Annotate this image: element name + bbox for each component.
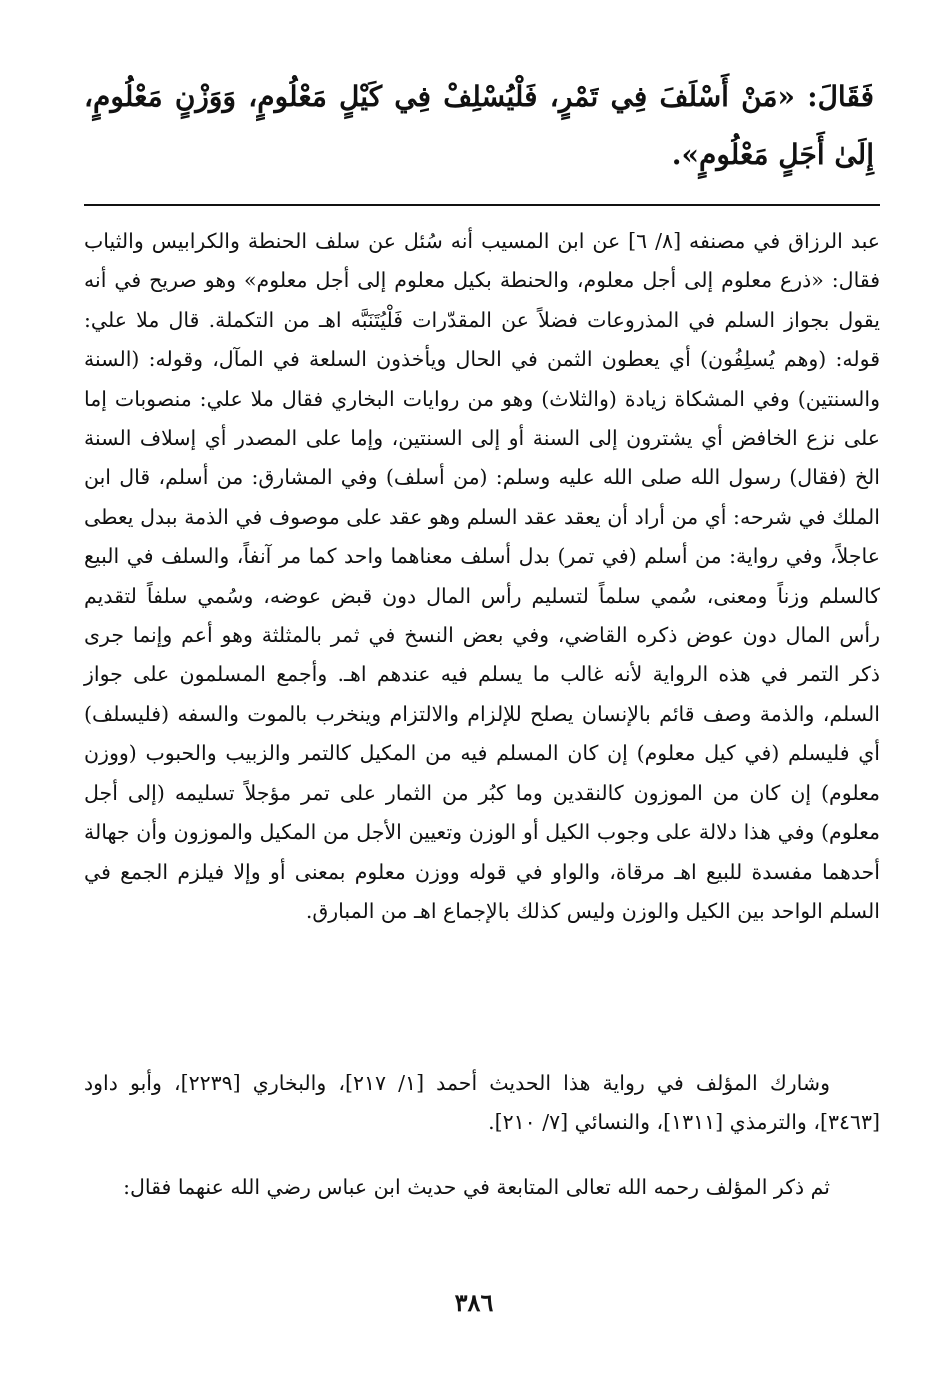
commentary-paragraph: عبد الرزاق في مصنفه [٨/ ٦] عن ابن المسيب أنه سُئل عن سلف الحنطة والكرابيس والثياب فقال: «ذرع معلوم إلى أجل معلوم، والحنطة بكيل معلوم إلى أجل معلوم» وهو صريح في أنه يقول بجواز السلم في المذروعات فضلاً عن المقدّرات فَلْيُتَنَبَّه اهـ من التكملة. قال ملا علي: قوله: (وهم يُسلِفُون) أي يعطون الثمن في الحال ويأخذون السلعة في المآل، وقوله: (السنة والسنتين) وفي المشكاة زيادة (والثلاث) وهو من روايات البخاري فقال ملا علي: منصوبات إما على نزع الخافض أي يشترون إلى السنة أو إلى السنتين، وإما على المصدر أي إسلاف السنة الخ (فقال) رسول الله صلى الله عليه وسلم: (من أسلف) وفي المشارق: من أسلم، قال ابن الملك في شرحه: أي من أراد أن يعقد عقد السلم وهو عقد على موصوف في الذمة ببدل يعطى عاجلاً، وفي رواية: من أسلم (في تمر) بدل أسلف معناهما واحد كما مر آنفاً، والسلف في البيع كالسلم وزناً ومعنى، سُمي سلماً لتسليم رأس المال دون قبض عوضه، وسُمي سلفاً لتقديم رأس المال دون عوض ذكره القاضي، وفي بعض النسخ في ثمر بالمثلثة وهو أعم وإنما جرى ذكر التمر في هذه الرواية لأنه غالب ما يسلم فيه عندهم اهـ. وأجمع المسلمون على جواز السلم، والذمة وصف قائم بالإنسان يصلح للإلزام والالتزام وينخرب بالموت والسفه (فليسلف) أي فليسلم (في كيل معلوم) إن كان المسلم فيه من المكيل كالتمر والزبيب والحبوب (ووزن معلوم) إن كان من الموزون كالنقدين وما كبُر من الثمار على تمر مؤجلاً تسليمه (إلى أجل معلوم) وفي هذا دلالة على وجوب الكيل أو الوزن وتعيين الأجل من المكيل والموزون وأن جهالة أحدهما مفسدة للبيع اهـ مرقاة، والواو في قوله ووزن معلوم بمعنى أو وإلا فيلزم الجمع في السلم الواحد بين الكيل والوزن وليس كذلك بالإجماع اهـ من المبارق. — [84, 229, 880, 923]
references-paragraph: وشارك المؤلف في رواية هذا الحديث أحمد [١/ ٢١٧]، والبخاري [٢٢٣٩]، وأبو داود [٣٤٦٣]، والترمذي [١٣١١]، والنسائي [٧/ ٢١٠]. — [84, 1071, 880, 1134]
hadith-main-text: فَقَالَ: «مَنْ أَسْلَفَ فِي تَمْرٍ، فَلْيُسْلِفْ فِي كَيْلٍ مَعْلُومٍ، وَوَزْنٍ مَعْلُومٍ، إِلَىٰ أَجَلٍ مَعْلُومٍ». — [84, 80, 874, 171]
page-number: ٣٨٦ — [454, 1288, 494, 1317]
footnote-divider — [84, 204, 880, 206]
transition-paragraph: ثم ذكر المؤلف رحمه الله تعالى المتابعة في حديث ابن عباس رضي الله عنهما فقال: — [123, 1175, 830, 1199]
